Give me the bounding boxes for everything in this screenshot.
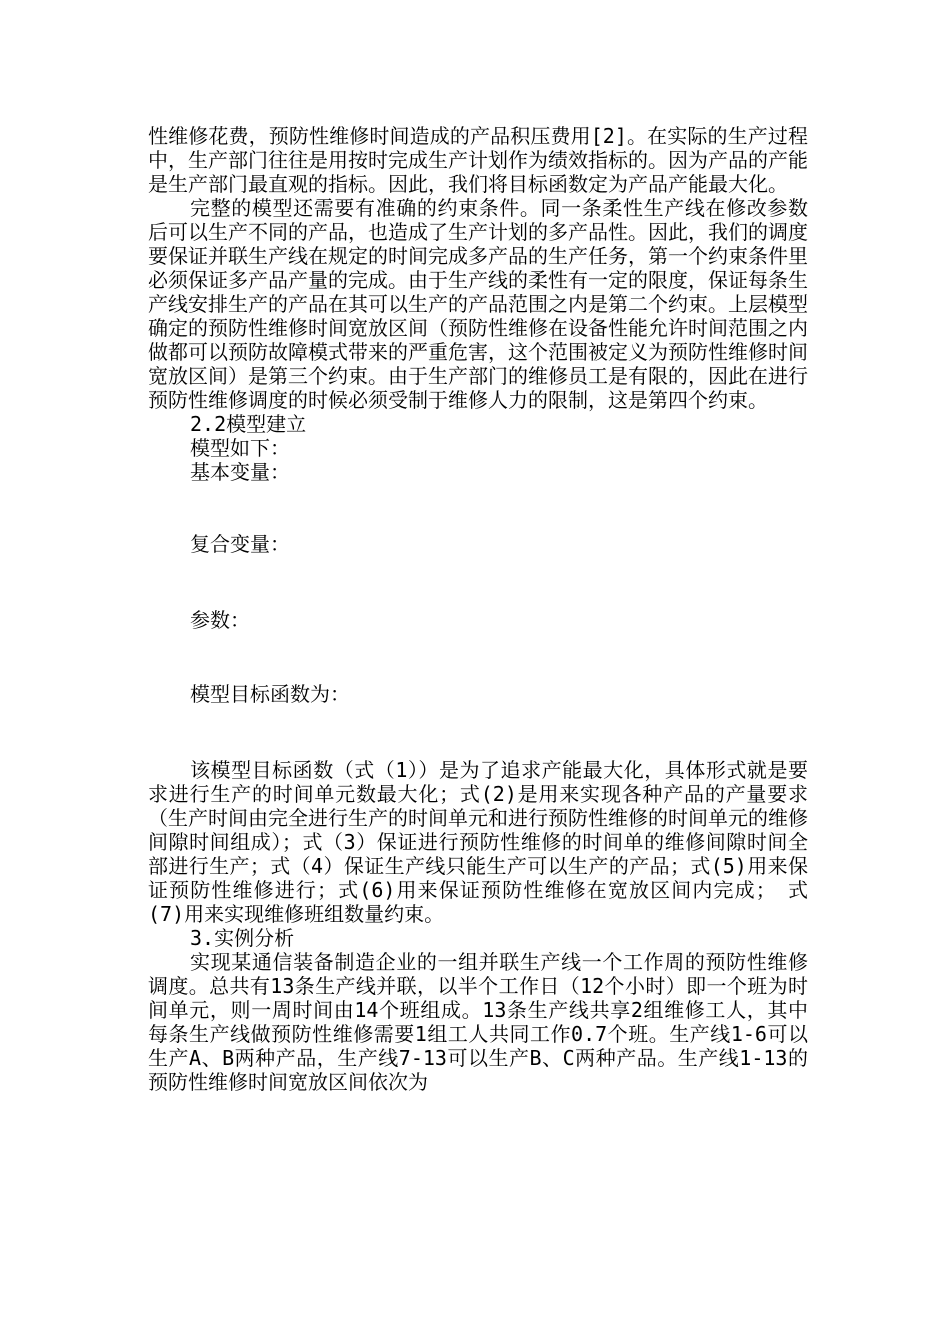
section-heading-model: 2.2模型建立 <box>190 412 307 436</box>
formula-space-basic <box>148 484 808 532</box>
section-heading-case-study: 3.实例分析 <box>190 926 295 950</box>
label-model-as-follows: 模型如下： <box>190 436 290 460</box>
label-compound-variables: 复合变量： <box>190 532 290 556</box>
paragraph-constraints: 完整的模型还需要有准确的约束条件。同一条柔性生产线在修改参数后可以生产不同的产品，也造成了生产计划的多产品性。因此，我们的调度要保证并联生产线在规定的时间完成多产品的生产任务，第一个约束条件里必须保证多产品产量的完成。由于生产线的柔性有一定的限度，保证每条生产线安排生产的产品在其可以生产的产品范围之内是第二个约束。上层模型确定的预防性维修时间宽放区间（预防性维修在设备性能允许时间范围之内做都可以预防故障模式带来的严重危害，这个范围被定义为预防性维修时间宽放区间）是第三个约束。由于生产部门的维修员工是有限的，因此在进行预防性维修调度的时候必须受制于维修人力的限制，这是第四个约束。 <box>148 196 808 412</box>
formula-space-compound <box>148 556 808 608</box>
formula-space-parameters <box>148 632 808 682</box>
paragraph-objective-intro: 性维修花费，预防性维修时间造成的产品积压费用[2]。在实际的生产过程中，生产部门往往是用按时完成生产计划作为绩效指标的。因为产品的产能是生产部门最直观的指标。因此，我们将目标函数定为产品产能最大化。 <box>148 124 808 196</box>
paragraph-model-explanation: 该模型目标函数（式（1））是为了追求产能最大化，具体形式就是要求进行生产的时间单元数最大化；式(2)是用来实现各种产品的产量要求（生产时间由完全进行生产的时间单元和进行预防性维修的时间单元的维修间隙时间组成）；式（3）保证进行预防性维修的时间单的维修间隙时间全部进行生产；式（4）保证生产线只能生产可以生产的产品；式(5)用来保证预防性维修进行；式(6)用来保证预防性维修在宽放区间内完成； 式(7)用来实现维修班组数量约束。 <box>148 758 808 926</box>
paragraph-case-study: 实现某通信装备制造企业的一组并联生产线一个工作周的预防性维修调度。总共有13条生产线并联，以半个工作日（12个小时）即一个班为时间单元，则一周时间由14个班组成。13条生产线共享2组维修工人，其中每条生产线做预防性维修需要1组工人共同工作0.7个班。生产线1-6可以生产A、B两种产品，生产线7-13可以生产B、C两种产品。生产线1-13的预防性维修时间宽放区间依次为 <box>148 950 808 1094</box>
label-parameters: 参数： <box>190 608 250 632</box>
document-body <box>148 124 808 1094</box>
label-objective-function: 模型目标函数为： <box>190 682 350 706</box>
label-basic-variables: 基本变量： <box>190 460 290 484</box>
formula-space-objective <box>148 706 808 758</box>
